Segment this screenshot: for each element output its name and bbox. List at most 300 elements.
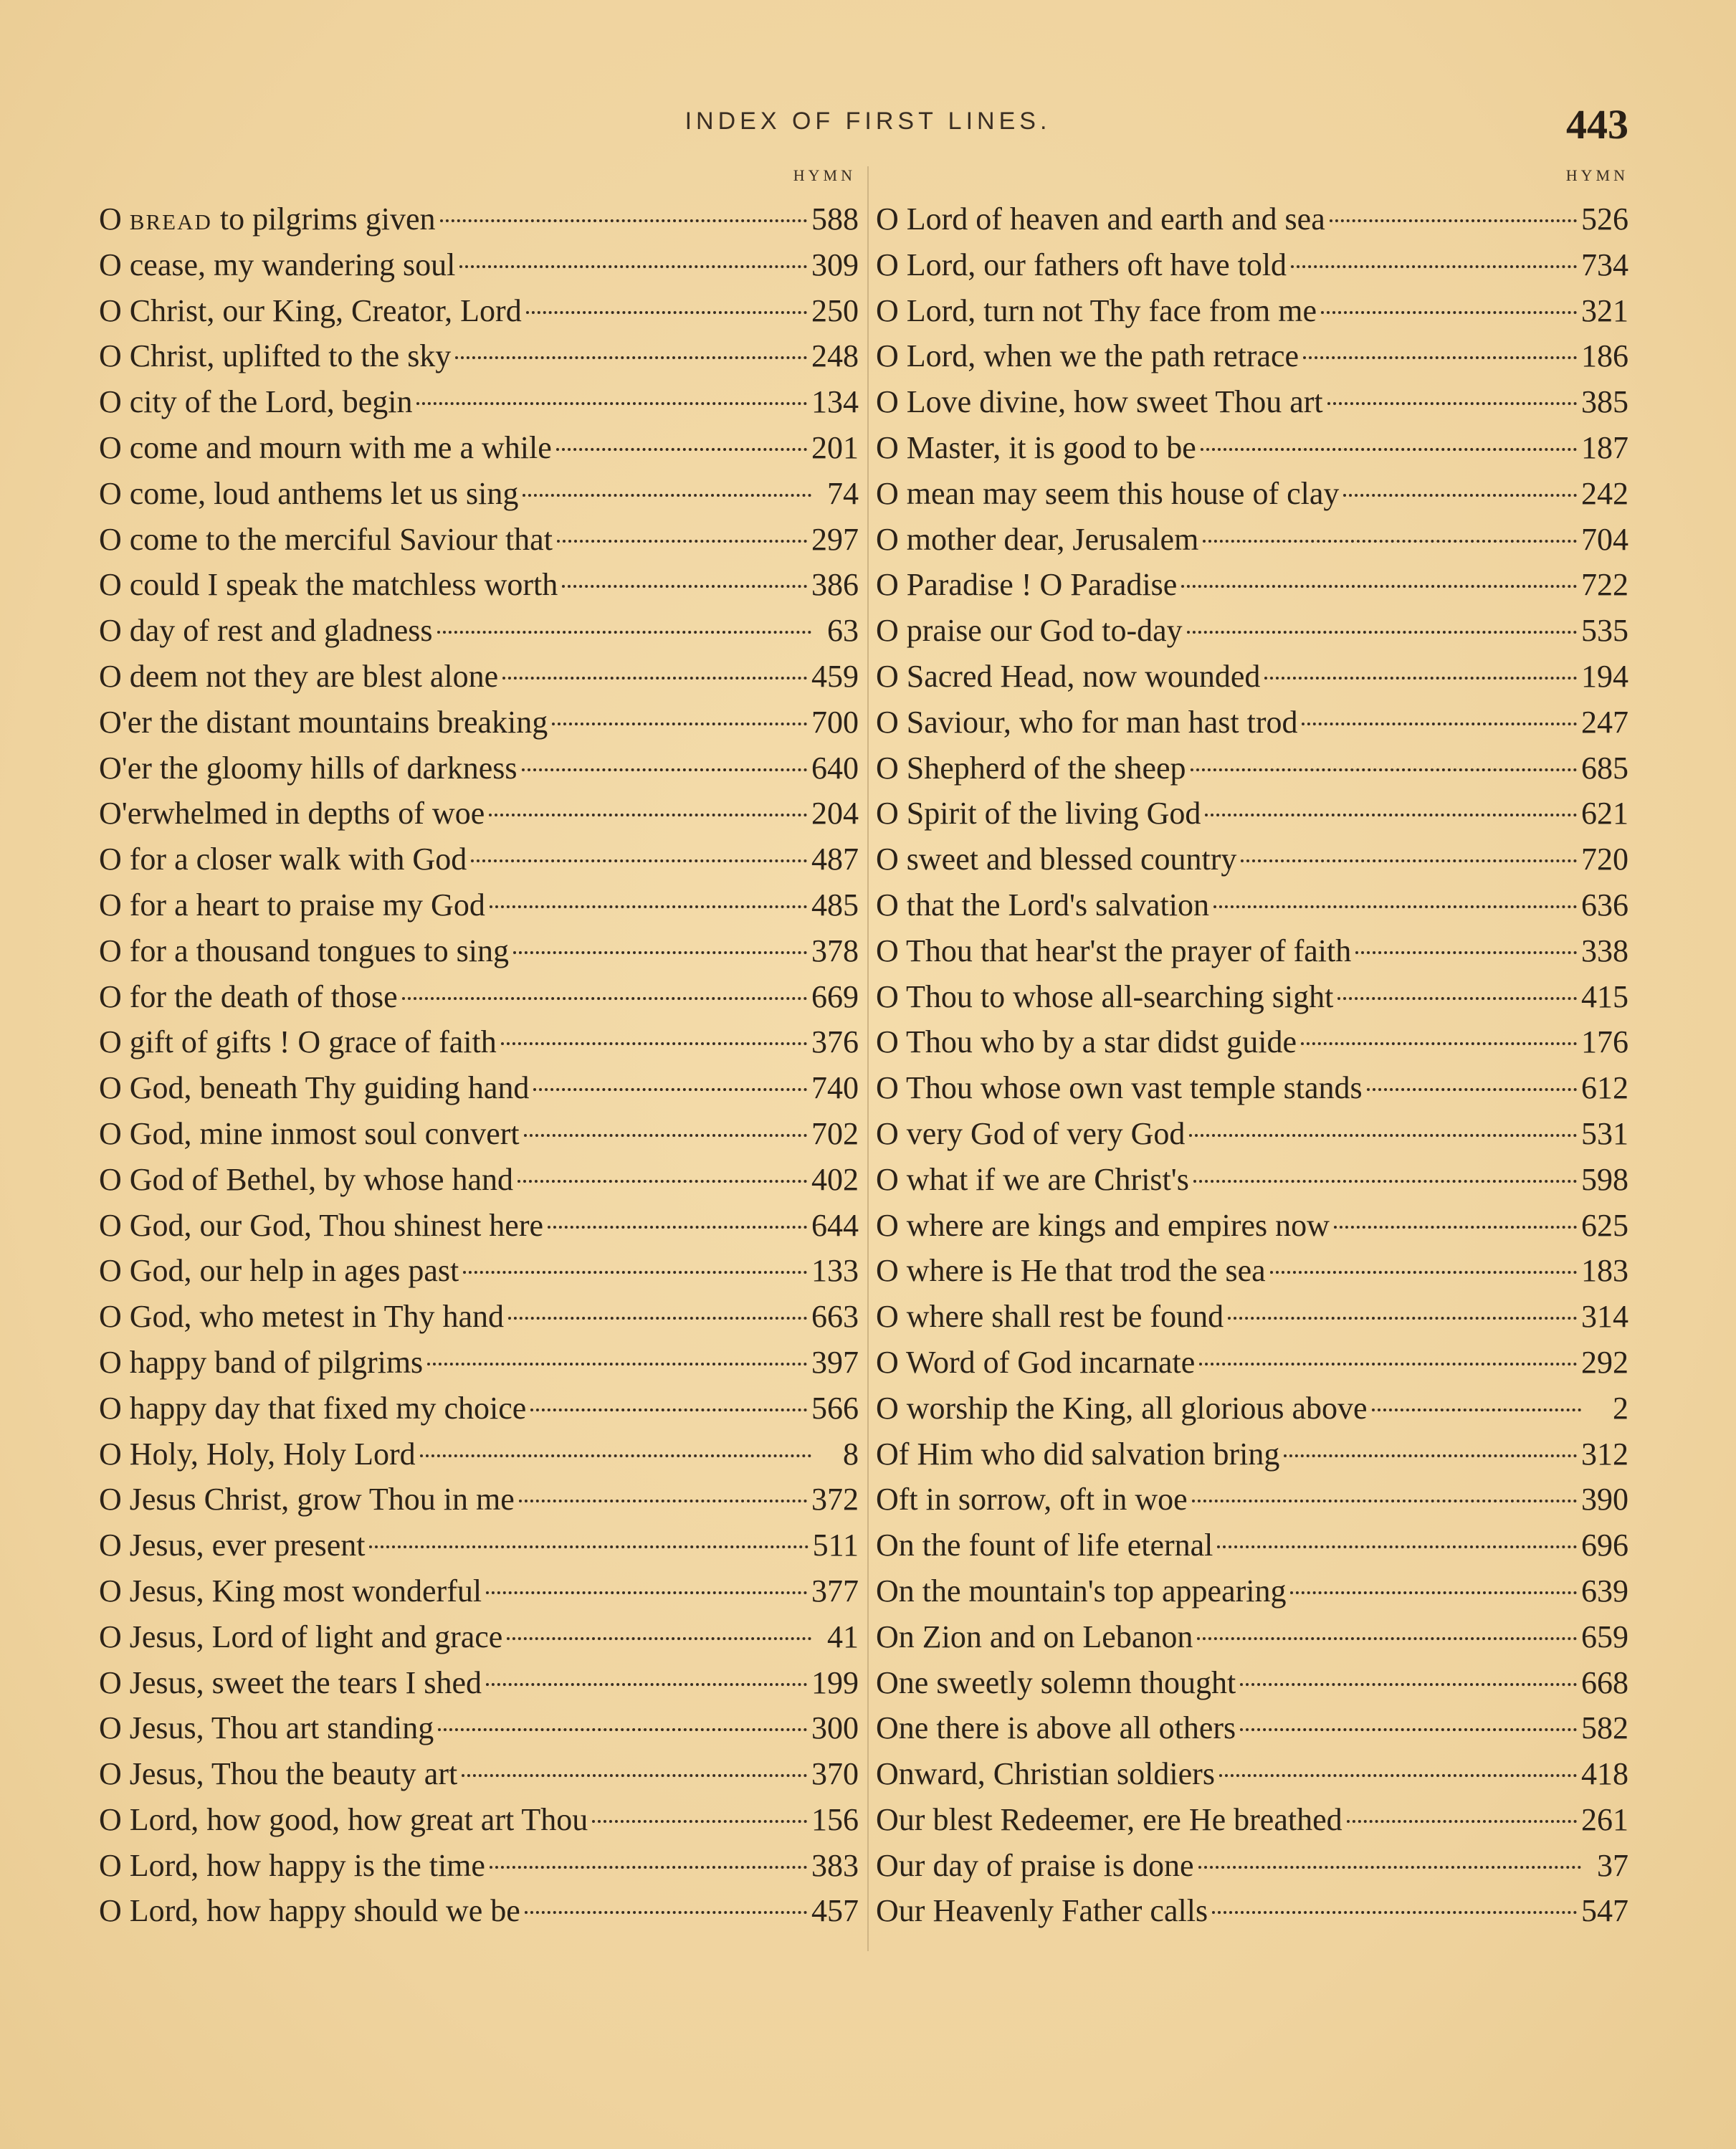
dot-leader [1187, 631, 1577, 634]
dot-leader [1330, 219, 1577, 222]
hymn-number: 511 [812, 1528, 859, 1563]
index-entry [99, 1294, 859, 1340]
index-entry [99, 1523, 859, 1568]
first-word: Our [876, 1847, 925, 1883]
index-entry [99, 288, 859, 334]
first-word: O [99, 201, 122, 237]
rest-of-line: Jesus, sweet the tears I shed [121, 1664, 482, 1700]
hymn-number: 372 [811, 1482, 859, 1517]
first-line-text [876, 1477, 1188, 1523]
index-entry [99, 1660, 859, 1706]
first-word: O [99, 1070, 122, 1106]
rest-of-line: that the Lord's salvation [898, 887, 1209, 923]
first-line-text [99, 379, 412, 425]
first-word: O [876, 1161, 899, 1197]
first-line-text [876, 654, 1260, 700]
first-word: O [99, 1253, 122, 1289]
dot-leader [1203, 540, 1577, 543]
rest-of-line: God of Bethel, by whose hand [121, 1161, 514, 1197]
rest-of-line: Holy, Holy, Holy Lord [121, 1436, 416, 1472]
rest-of-line: Jesus, Lord of light and grace [121, 1619, 503, 1654]
index-entry [99, 1386, 859, 1431]
first-word: O [99, 1024, 122, 1060]
first-word: O [99, 1436, 122, 1472]
rest-of-line: day of rest and gladness [121, 613, 433, 649]
hymn-number: 338 [1581, 933, 1628, 968]
rest-of-line: Jesus, Thou the beauty art [121, 1756, 458, 1792]
first-word: O [99, 1207, 122, 1243]
first-line-text [99, 974, 398, 1020]
dot-leader [486, 1683, 807, 1686]
rest-of-line: Lord, turn not Thy face from me [898, 292, 1317, 328]
first-word: O [99, 247, 122, 282]
first-word: O [99, 842, 122, 877]
dot-leader [1219, 1774, 1577, 1777]
first-line-text [99, 1386, 526, 1431]
dot-leader [1197, 1637, 1577, 1640]
first-line-text [99, 1523, 365, 1568]
hymn-number: 704 [1581, 521, 1628, 557]
first-word: O [99, 658, 122, 694]
index-entry [876, 837, 1628, 882]
hymn-number: 386 [811, 567, 859, 603]
rest-of-line: Thou who by a star didst guide [898, 1024, 1297, 1060]
first-line-text [99, 1203, 543, 1249]
rest-of-line: the distant mountains breaking [151, 704, 548, 740]
hymn-number: 309 [811, 247, 859, 282]
rest-of-line: day of praise is done [925, 1847, 1194, 1883]
dot-leader [525, 1911, 807, 1914]
hymn-number: 625 [1581, 1207, 1628, 1243]
dot-leader [1290, 1591, 1577, 1594]
hymn-number: 668 [1581, 1664, 1628, 1700]
rest-of-line: Lord, how good, how great art Thou [121, 1801, 588, 1837]
first-line-text [876, 1203, 1330, 1249]
rest-of-line: cease, my wandering soul [121, 247, 456, 282]
hymn-number: 663 [811, 1299, 859, 1335]
dot-leader [1191, 768, 1577, 771]
first-word: On [876, 1528, 915, 1563]
dot-leader [1240, 1728, 1577, 1731]
first-word: O [99, 1893, 122, 1929]
first-line-text [876, 1888, 1208, 1934]
index-entry [876, 1705, 1628, 1751]
first-line-text [876, 1751, 1215, 1797]
first-word: O [876, 292, 899, 328]
first-word: O [876, 429, 899, 465]
first-word: O [99, 1299, 122, 1335]
index-entry [876, 471, 1628, 517]
dot-leader [1291, 265, 1577, 268]
rest-of-line: for the death of those [121, 978, 398, 1014]
rest-of-line: Lord, how happy should we be [121, 1893, 520, 1929]
first-word: O [99, 1619, 122, 1654]
dot-leader [519, 1500, 807, 1502]
left-column [99, 166, 859, 1934]
rest-of-line: Lord, when we the path retrace [898, 338, 1299, 374]
first-line-text [876, 1157, 1189, 1203]
first-line-text [99, 882, 485, 928]
rest-of-line: God, who metest in Thy hand [121, 1299, 505, 1335]
first-word: O [99, 567, 122, 603]
rest-of-line: there is above all others [928, 1710, 1236, 1746]
first-line-text [876, 288, 1317, 334]
first-word: One [876, 1664, 929, 1700]
first-word: O [99, 1161, 122, 1197]
index-entry [99, 1431, 859, 1477]
rest-of-line: Word of God incarnate [898, 1344, 1196, 1380]
hymn-number: 621 [1581, 796, 1628, 832]
rest-of-line: Him who did salvation bring [909, 1436, 1280, 1472]
first-line-text [876, 1523, 1213, 1568]
first-line-text [99, 1019, 497, 1065]
index-entry [876, 1340, 1628, 1386]
dot-leader [526, 311, 807, 314]
hymn-number: 133 [811, 1253, 859, 1289]
hymn-number: 156 [811, 1801, 859, 1837]
rest-of-line: for a heart to praise my God [121, 887, 485, 923]
first-line-text [876, 1065, 1363, 1111]
rest-of-line: Jesus, ever present [121, 1528, 366, 1563]
index-entry [99, 791, 859, 837]
rest-of-line: where are kings and empires now [898, 1207, 1330, 1243]
first-line-text [876, 562, 1177, 608]
hymn-number: 566 [811, 1390, 859, 1426]
rest-of-line: Spirit of the living God [898, 796, 1201, 832]
index-entry [99, 1797, 859, 1843]
first-line-text [99, 1157, 513, 1203]
first-line-text [99, 1660, 482, 1706]
index-entry [99, 242, 859, 288]
index-entry [99, 1614, 859, 1660]
first-line-text [99, 1888, 520, 1934]
left-entries [99, 196, 859, 1934]
rest-of-line: very God of very God [898, 1115, 1186, 1151]
dot-leader [1321, 311, 1577, 314]
hymn-number: 8 [843, 1436, 859, 1472]
hymn-number: 397 [811, 1344, 859, 1380]
dot-leader [502, 677, 807, 680]
hymn-number: 702 [811, 1115, 859, 1151]
rest-of-line: for a closer walk with God [121, 842, 467, 877]
index-entry [99, 608, 859, 654]
first-word: O [99, 429, 122, 465]
dot-leader [533, 1088, 807, 1091]
first-line-text [876, 745, 1186, 791]
dot-leader [489, 814, 807, 816]
rest-of-line: Jesus, King most wonderful [121, 1573, 482, 1609]
index-entry [876, 1614, 1628, 1660]
hymn-number: 250 [811, 292, 859, 328]
hymn-number: 383 [811, 1847, 859, 1883]
rest-of-line: Lord of heaven and earth and sea [898, 201, 1325, 237]
index-entry [876, 1157, 1628, 1203]
first-line-text [876, 1843, 1194, 1889]
first-word: O [876, 887, 899, 923]
first-word: Of [876, 1436, 910, 1472]
dot-leader [524, 1134, 807, 1137]
first-line-text [876, 928, 1351, 974]
first-line-text [876, 1248, 1266, 1294]
index-entry [99, 1705, 859, 1751]
rest-of-line: in depths of woe [267, 796, 485, 832]
hymn-number: 41 [827, 1619, 859, 1654]
first-word: O [876, 796, 899, 832]
rest-of-line: come to the merciful Saviour that [121, 521, 553, 557]
first-word: O [876, 933, 899, 968]
hymn-number: 194 [1581, 658, 1628, 694]
first-word: O [876, 1115, 899, 1151]
first-line-text [876, 1705, 1236, 1751]
rest-of-line: Thou whose own vast temple stands [898, 1070, 1363, 1106]
first-line-text [876, 425, 1196, 471]
index-entry [876, 1386, 1628, 1431]
index-entry [99, 1248, 859, 1294]
first-line-text [876, 242, 1287, 288]
dot-leader [1199, 1363, 1577, 1366]
dot-leader [513, 951, 807, 954]
dot-leader [1181, 585, 1577, 588]
rest-of-line: what if we are Christ's [898, 1161, 1189, 1197]
first-line-text [876, 791, 1201, 837]
dot-leader [1284, 1454, 1577, 1457]
hymn-number: 644 [811, 1207, 859, 1243]
index-entry [99, 1888, 859, 1934]
dot-leader [462, 1774, 807, 1777]
first-word: O [876, 1253, 899, 1289]
dot-leader [1301, 1042, 1577, 1045]
hymn-number: 639 [1581, 1573, 1628, 1609]
dot-leader [440, 219, 807, 222]
index-entry [99, 1203, 859, 1249]
first-line-text [99, 1294, 504, 1340]
first-line-text [876, 1340, 1195, 1386]
dot-leader [1189, 1134, 1577, 1137]
right-entries [876, 196, 1628, 1934]
index-entry [99, 837, 859, 882]
rest-of-line: God, mine inmost soul convert [121, 1115, 520, 1151]
first-word: O [99, 1847, 122, 1883]
first-word: O [99, 384, 122, 420]
hymn-number: 376 [811, 1024, 859, 1060]
first-line-text [876, 608, 1183, 654]
hymn-number: 547 [1581, 1893, 1628, 1929]
rest-of-line: worship the King, all glorious above [898, 1390, 1368, 1426]
first-line-text [99, 791, 485, 837]
first-word: O [99, 978, 122, 1014]
index-entry [876, 288, 1628, 334]
first-word: O [876, 842, 899, 877]
hymn-number: 176 [1581, 1024, 1628, 1060]
first-word: O [99, 1801, 122, 1837]
hymn-number: 74 [827, 475, 859, 511]
index-entry [876, 745, 1628, 791]
dot-leader [459, 265, 807, 268]
first-line-text [99, 562, 558, 608]
rest-of-line: sweetly solemn thought [928, 1664, 1236, 1700]
dot-leader [1240, 1683, 1577, 1686]
hymn-number: 201 [811, 429, 859, 465]
rest-of-line: Saviour, who for man hast trod [898, 704, 1298, 740]
rest-of-line: come and mourn with me a while [121, 429, 552, 465]
first-line-text [99, 1248, 459, 1294]
first-word: O [99, 475, 122, 511]
first-word: O [99, 1573, 122, 1609]
hymn-number: 370 [811, 1756, 859, 1792]
first-word: O [876, 338, 899, 374]
index-entry [876, 1431, 1628, 1477]
index-entry [99, 1843, 859, 1889]
index-entry [876, 1568, 1628, 1614]
first-word: On [876, 1619, 915, 1654]
rest-of-line: Paradise ! O Paradise [898, 567, 1178, 603]
first-line-text [99, 1568, 482, 1614]
index-entry [99, 471, 859, 517]
hymn-number: 636 [1581, 887, 1628, 923]
dot-leader [507, 1637, 811, 1640]
hymn-number: 459 [811, 658, 859, 694]
hymn-number: 598 [1581, 1161, 1628, 1197]
hymn-number: 402 [811, 1161, 859, 1197]
hymn-number: 640 [811, 750, 859, 786]
first-word: O [876, 704, 899, 740]
rest-of-line: Heavenly Father calls [925, 1893, 1208, 1929]
dot-leader [1228, 1317, 1577, 1320]
dot-leader [1337, 997, 1577, 1000]
dot-leader [530, 1409, 807, 1411]
dot-leader [562, 585, 807, 588]
first-line-text [99, 1614, 502, 1660]
rest-of-line: come, loud anthems let us sing [121, 475, 519, 511]
index-entry [99, 196, 859, 242]
first-line-text [99, 1111, 520, 1157]
small-caps-word: bread [129, 201, 212, 237]
index-entry [99, 1340, 859, 1386]
index-entry [99, 1111, 859, 1157]
hymn-number: 696 [1581, 1528, 1628, 1563]
index-entry [876, 1843, 1628, 1889]
first-line-text [99, 517, 553, 563]
first-line-text [876, 196, 1325, 242]
first-line-text [99, 1843, 485, 1889]
index-entry [99, 700, 859, 745]
first-line-text [876, 379, 1323, 425]
first-line-text [876, 700, 1297, 745]
hymn-number: 734 [1581, 247, 1628, 282]
rest-of-line: where shall rest be found [898, 1299, 1224, 1335]
first-line-text [99, 196, 436, 242]
first-word: O [99, 1710, 122, 1746]
index-entry [876, 1477, 1628, 1523]
rest-of-line: the gloomy hills of darkness [151, 750, 518, 786]
first-word: O [876, 1024, 899, 1060]
index-entry [99, 1477, 859, 1523]
first-word: O [876, 1299, 899, 1335]
index-entry [876, 608, 1628, 654]
rest-of-line: Shepherd of the sheep [898, 750, 1186, 786]
hymn-number: 314 [1581, 1299, 1628, 1335]
dot-leader [557, 540, 807, 543]
first-word: O [99, 1390, 122, 1426]
hymn-number: 385 [1581, 384, 1628, 420]
index-entry [876, 242, 1628, 288]
first-word: One [876, 1710, 929, 1746]
hymn-column-label: HYMN [793, 166, 856, 184]
index-entry [876, 1751, 1628, 1797]
first-line-text [99, 288, 522, 334]
index-entry [876, 1294, 1628, 1340]
dot-leader [420, 1454, 811, 1457]
rest-of-line: Jesus Christ, grow Thou in me [121, 1482, 515, 1517]
rest-of-line: city of the Lord, begin [121, 384, 413, 420]
dot-leader [490, 905, 807, 908]
rest-of-line: happy day that fixed my choice [121, 1390, 527, 1426]
dot-leader [548, 1226, 807, 1229]
dot-leader [508, 1317, 807, 1320]
first-word: O [876, 658, 899, 694]
first-word: O [876, 1390, 899, 1426]
index-entry [876, 1065, 1628, 1111]
first-line-text [99, 745, 518, 791]
index-entry [876, 791, 1628, 837]
hymn-number: 722 [1581, 567, 1628, 603]
hymn-number: 242 [1581, 475, 1628, 511]
dot-leader [471, 859, 807, 862]
first-word: Oft [876, 1482, 918, 1517]
rest-of-line: sweet and blessed country [898, 842, 1237, 877]
index-entry [876, 974, 1628, 1020]
hymn-number: 248 [811, 338, 859, 374]
first-line-text [99, 471, 518, 517]
dot-leader [1198, 1866, 1581, 1869]
dot-leader [1201, 448, 1577, 451]
dot-leader [1193, 1180, 1577, 1183]
first-word: O [99, 1756, 122, 1792]
first-word: O [99, 1528, 122, 1563]
rest-of-line: Sacred Head, now wounded [898, 658, 1261, 694]
index-entry [99, 974, 859, 1020]
dot-leader [437, 631, 811, 634]
first-word: O [876, 475, 899, 511]
hymn-number: 457 [811, 1893, 859, 1929]
right-column [876, 166, 1628, 1934]
index-entry [876, 1797, 1628, 1843]
hymn-number: 186 [1581, 338, 1628, 374]
dot-leader [1192, 1500, 1577, 1502]
hymn-number: 485 [811, 887, 859, 923]
dot-leader [1343, 494, 1577, 497]
index-entry [99, 1019, 859, 1065]
hymn-number: 247 [1581, 704, 1628, 740]
rest-of-line: mean may seem this house of clay [898, 475, 1340, 511]
index-entry [876, 1203, 1628, 1249]
index-entry [876, 1111, 1628, 1157]
hymn-number: 685 [1581, 750, 1628, 786]
dot-leader [556, 448, 807, 451]
rest-of-line: to pilgrims given [211, 201, 436, 237]
first-word: O [876, 1070, 899, 1106]
rest-of-line: mother dear, Jerusalem [898, 521, 1199, 557]
first-line-text [876, 1568, 1286, 1614]
hymn-number: 378 [811, 933, 859, 968]
dot-leader [1241, 859, 1577, 862]
first-word: O [876, 1207, 899, 1243]
first-line-text [876, 1660, 1236, 1706]
first-line-text [99, 1340, 423, 1386]
index-entry [99, 1751, 859, 1797]
index-entry [876, 196, 1628, 242]
rest-of-line: Lord, how happy is the time [121, 1847, 485, 1883]
